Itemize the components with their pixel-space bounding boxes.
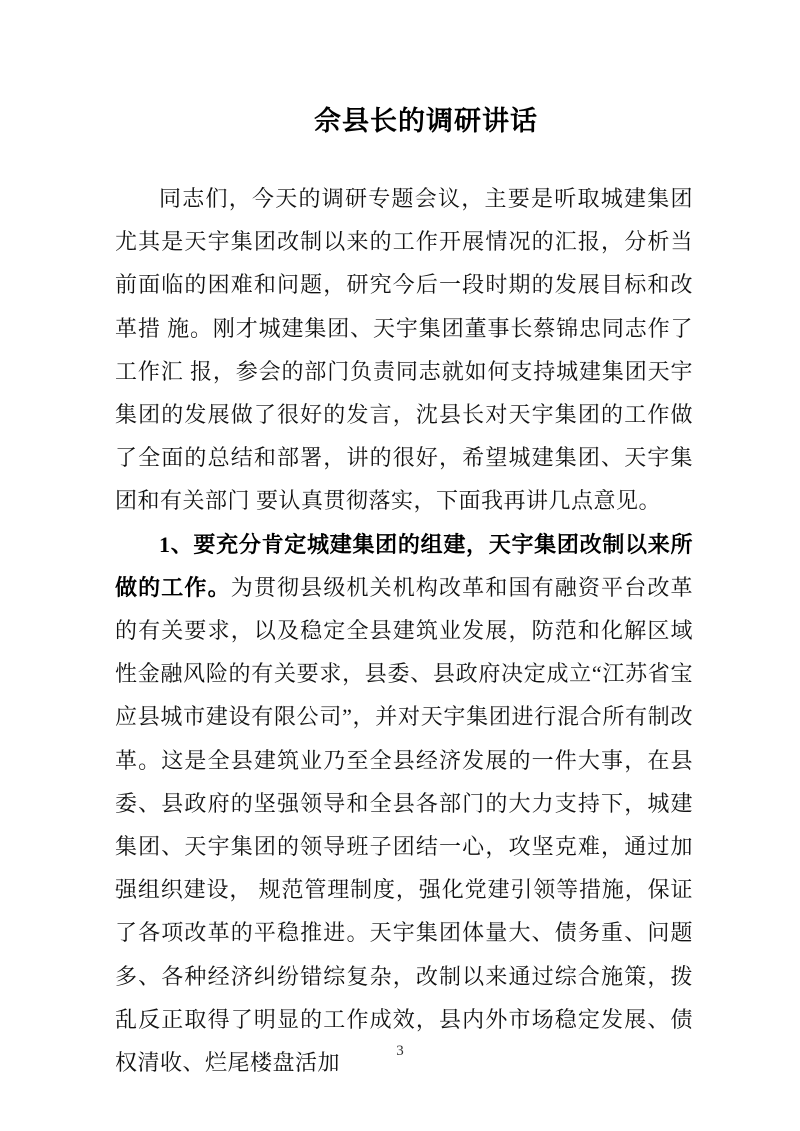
paragraph-section-1-text: 为贯彻县级机关机构改革和国有融资平台改革的有关要求，以及稳定全县建筑业发展，防范和化解区域性金融风险的有关要求，县委、县政府决定成立“江苏省宝应县城市建设有限公司”，并对天宇集团进行混合所有制改革。这是全县建筑业乃至全县经济发展的一件大事，在县委、县政府的坚强领导和全县各部门的大力支持下，城建集团、天宇集团的领导班子团结一心，攻坚克难，通过加强组织建设， 规范管理制度，强化党建引领等措施，保证了各项改革的平稳推进。天宇集团体量大、债务重、问题多、各种经济纠纷错综复杂，改制以来通过综合施策，拨乱反正取得了明显的工作成效，县内外市场稳定发展、债权清收、烂尾楼盘活加 xyxy=(115,574,693,1076)
page-number: 3 xyxy=(396,1043,404,1059)
section-1-heading: 1、要充分肯定城建集团的组建，天宇集团改制以来所做的工作。 xyxy=(115,531,693,600)
document-body xyxy=(115,177,693,1084)
paragraph-section-1 xyxy=(115,523,693,1085)
paragraph-intro xyxy=(115,177,693,523)
document-title: 佘县长的调研讲话 xyxy=(314,106,538,136)
paragraph-intro-text: 同志们，今天的调研专题会议，主要是听取城建集团尤其是天宇集团改制以来的工作开展情况的汇报，分析当前面临的困难和问题，研究今后一段时期的发展目标和改革措 施。刚才城建集团、天宇集团董事长蔡锦忠同志作了工作汇 报，参会的部门负责同志就如何支持城建集团天宇集团的发展做了很好的发言，沈县长对天宇集团的工作做了全面的总结和部署，讲的很好，希望城建集团、天宇集团和有关部门 要认真贯彻落实，下面我再讲几点意见。 xyxy=(115,186,693,514)
